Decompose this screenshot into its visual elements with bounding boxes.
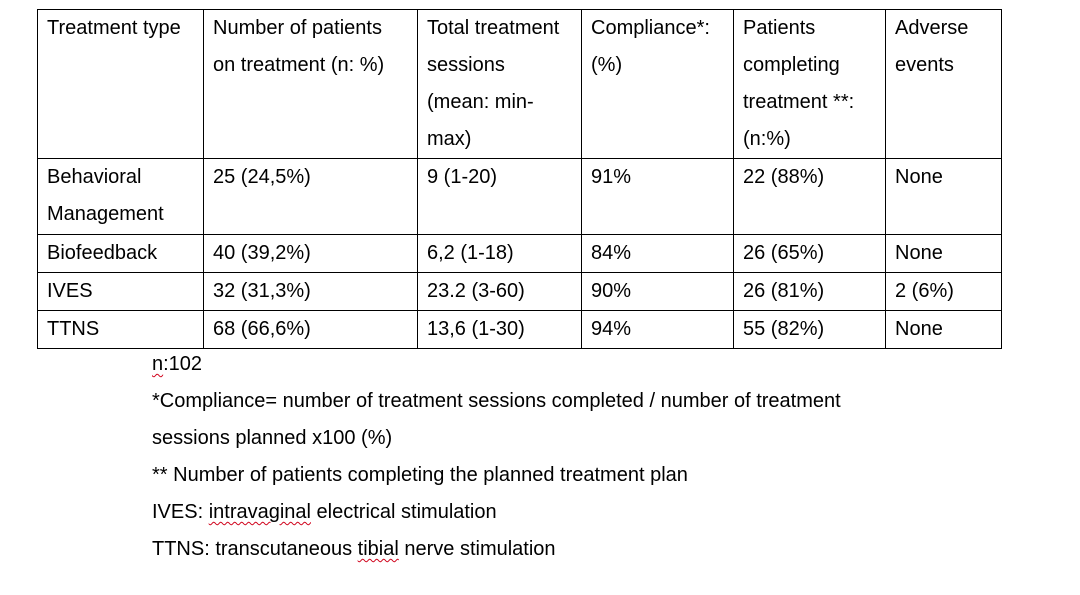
- cell-sessions: 23.2 (3-60): [418, 273, 582, 311]
- cell-patients: 32 (31,3%): [204, 273, 418, 311]
- header-patients-completing: Patients completing treatment **: (n:%): [734, 10, 886, 159]
- compliance-definition-line-2: sessions planned x100 (%): [152, 427, 393, 449]
- cell-compliance: 94%: [582, 311, 734, 349]
- treatment-table: [37, 9, 1002, 349]
- ives-abbrev: IVES:: [152, 501, 209, 523]
- cell-patients: 25 (24,5%): [204, 159, 418, 235]
- cell-adverse-events: None: [886, 235, 1002, 273]
- header-adverse-events: Adverse events: [886, 10, 1002, 159]
- cell-treatment-type: Behavioral Management: [38, 159, 204, 235]
- cell-sessions: 13,6 (1-30): [418, 311, 582, 349]
- table-row: [38, 273, 1002, 311]
- cell-compliance: 84%: [582, 235, 734, 273]
- table-row: [38, 159, 1002, 235]
- table-row: [38, 235, 1002, 273]
- cell-completing: 22 (88%): [734, 159, 886, 235]
- sample-size-value: :102: [163, 353, 203, 375]
- header-number-of-patients: Number of patients on treatment (n: %): [204, 10, 418, 159]
- header-compliance: Compliance*: (%): [582, 10, 734, 159]
- cell-adverse-events: 2 (6%): [886, 273, 1002, 311]
- cell-treatment-type: IVES: [38, 273, 204, 311]
- cell-adverse-events: None: [886, 159, 1002, 235]
- cell-completing: 26 (81%): [734, 273, 886, 311]
- table-row: [38, 311, 1002, 349]
- header-treatment-type: Treatment type: [38, 10, 204, 159]
- table-footnotes: [152, 346, 1052, 568]
- sample-size-note: [152, 346, 1052, 383]
- ives-rest: electrical stimulation: [311, 501, 497, 523]
- cell-completing: 26 (65%): [734, 235, 886, 273]
- cell-sessions: 6,2 (1-18): [418, 235, 582, 273]
- compliance-definition-line-1: *Compliance= number of treatment sessions completed / number of treatment: [152, 390, 841, 412]
- cell-adverse-events: None: [886, 311, 1002, 349]
- cell-patients: 40 (39,2%): [204, 235, 418, 273]
- ives-term: intravaginal: [208, 501, 311, 523]
- ives-definition: [152, 494, 1052, 531]
- cell-completing: 55 (82%): [734, 311, 886, 349]
- header-row: [38, 10, 1002, 159]
- header-total-sessions: Total treatment sessions (mean: min- max): [418, 10, 582, 159]
- sample-size-n: n: [152, 353, 164, 375]
- ttns-definition: [152, 531, 1052, 568]
- ttns-abbrev: TTNS: transcutaneous: [152, 538, 358, 560]
- cell-compliance: 91%: [582, 159, 734, 235]
- ttns-rest: nerve stimulation: [398, 538, 556, 560]
- cell-compliance: 90%: [582, 273, 734, 311]
- cell-treatment-type: TTNS: [38, 311, 204, 349]
- completing-definition: ** Number of patients completing the planned treatment plan: [152, 464, 688, 486]
- cell-treatment-type: Biofeedback: [38, 235, 204, 273]
- cell-sessions: 9 (1-20): [418, 159, 582, 235]
- cell-patients: 68 (66,6%): [204, 311, 418, 349]
- ttns-term: tibial: [357, 538, 399, 560]
